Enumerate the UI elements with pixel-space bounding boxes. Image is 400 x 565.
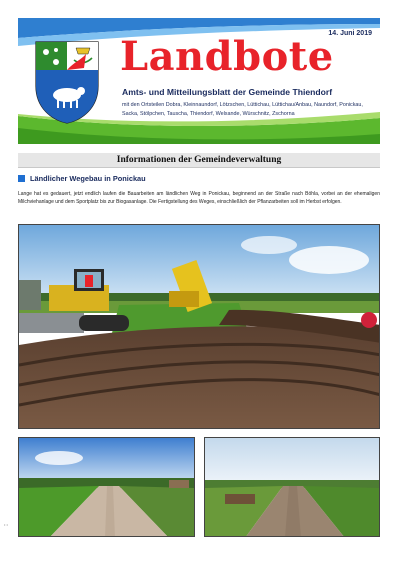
town-list: mit den Ortsteilen Dobra, Kleinnaundorf, Lötzschen, Lüttichau, Lüttichau/Anbau, Naundorf, Ponickau, Sacka, Stölpchen, Tauscha, Thiendorf, Welxande, Würschnitz, Zschorna	[122, 102, 363, 118]
construction-photo-main	[18, 224, 380, 429]
construction-photo-road-right	[204, 437, 380, 537]
article-heading	[18, 174, 146, 183]
masthead	[18, 18, 380, 144]
article-body: Lange hat es gedauert, jetzt endlich laufen die Bauarbeiten am ländlichen Weg in Ponickau, beginnend an der Straße nach Böhla, vorbei an der ehemaligen Milchviehanlage und dem Sportplatz bis zur Biogasanlage. Die Fertigstellung des Weges, einschließlich der Pflanzarbeiten soll im Herbst erfolgen.	[18, 191, 380, 205]
article-title: Ländlicher Wegebau in Ponickau	[30, 174, 146, 183]
section-heading: Informationen der Gemeindeverwaltung	[18, 153, 380, 168]
issue-date: 14. Juni 2019	[328, 30, 372, 37]
newspaper-subtitle: Amts- und Mitteilungsblatt der Gemeinde Thiendorf	[122, 87, 333, 97]
square-bullet-icon	[18, 175, 25, 182]
margin-mark: • •	[4, 522, 8, 527]
construction-photo-road-left	[18, 437, 195, 537]
newspaper-title: Landbote	[120, 33, 334, 80]
coat-of-arms-icon	[34, 40, 100, 124]
